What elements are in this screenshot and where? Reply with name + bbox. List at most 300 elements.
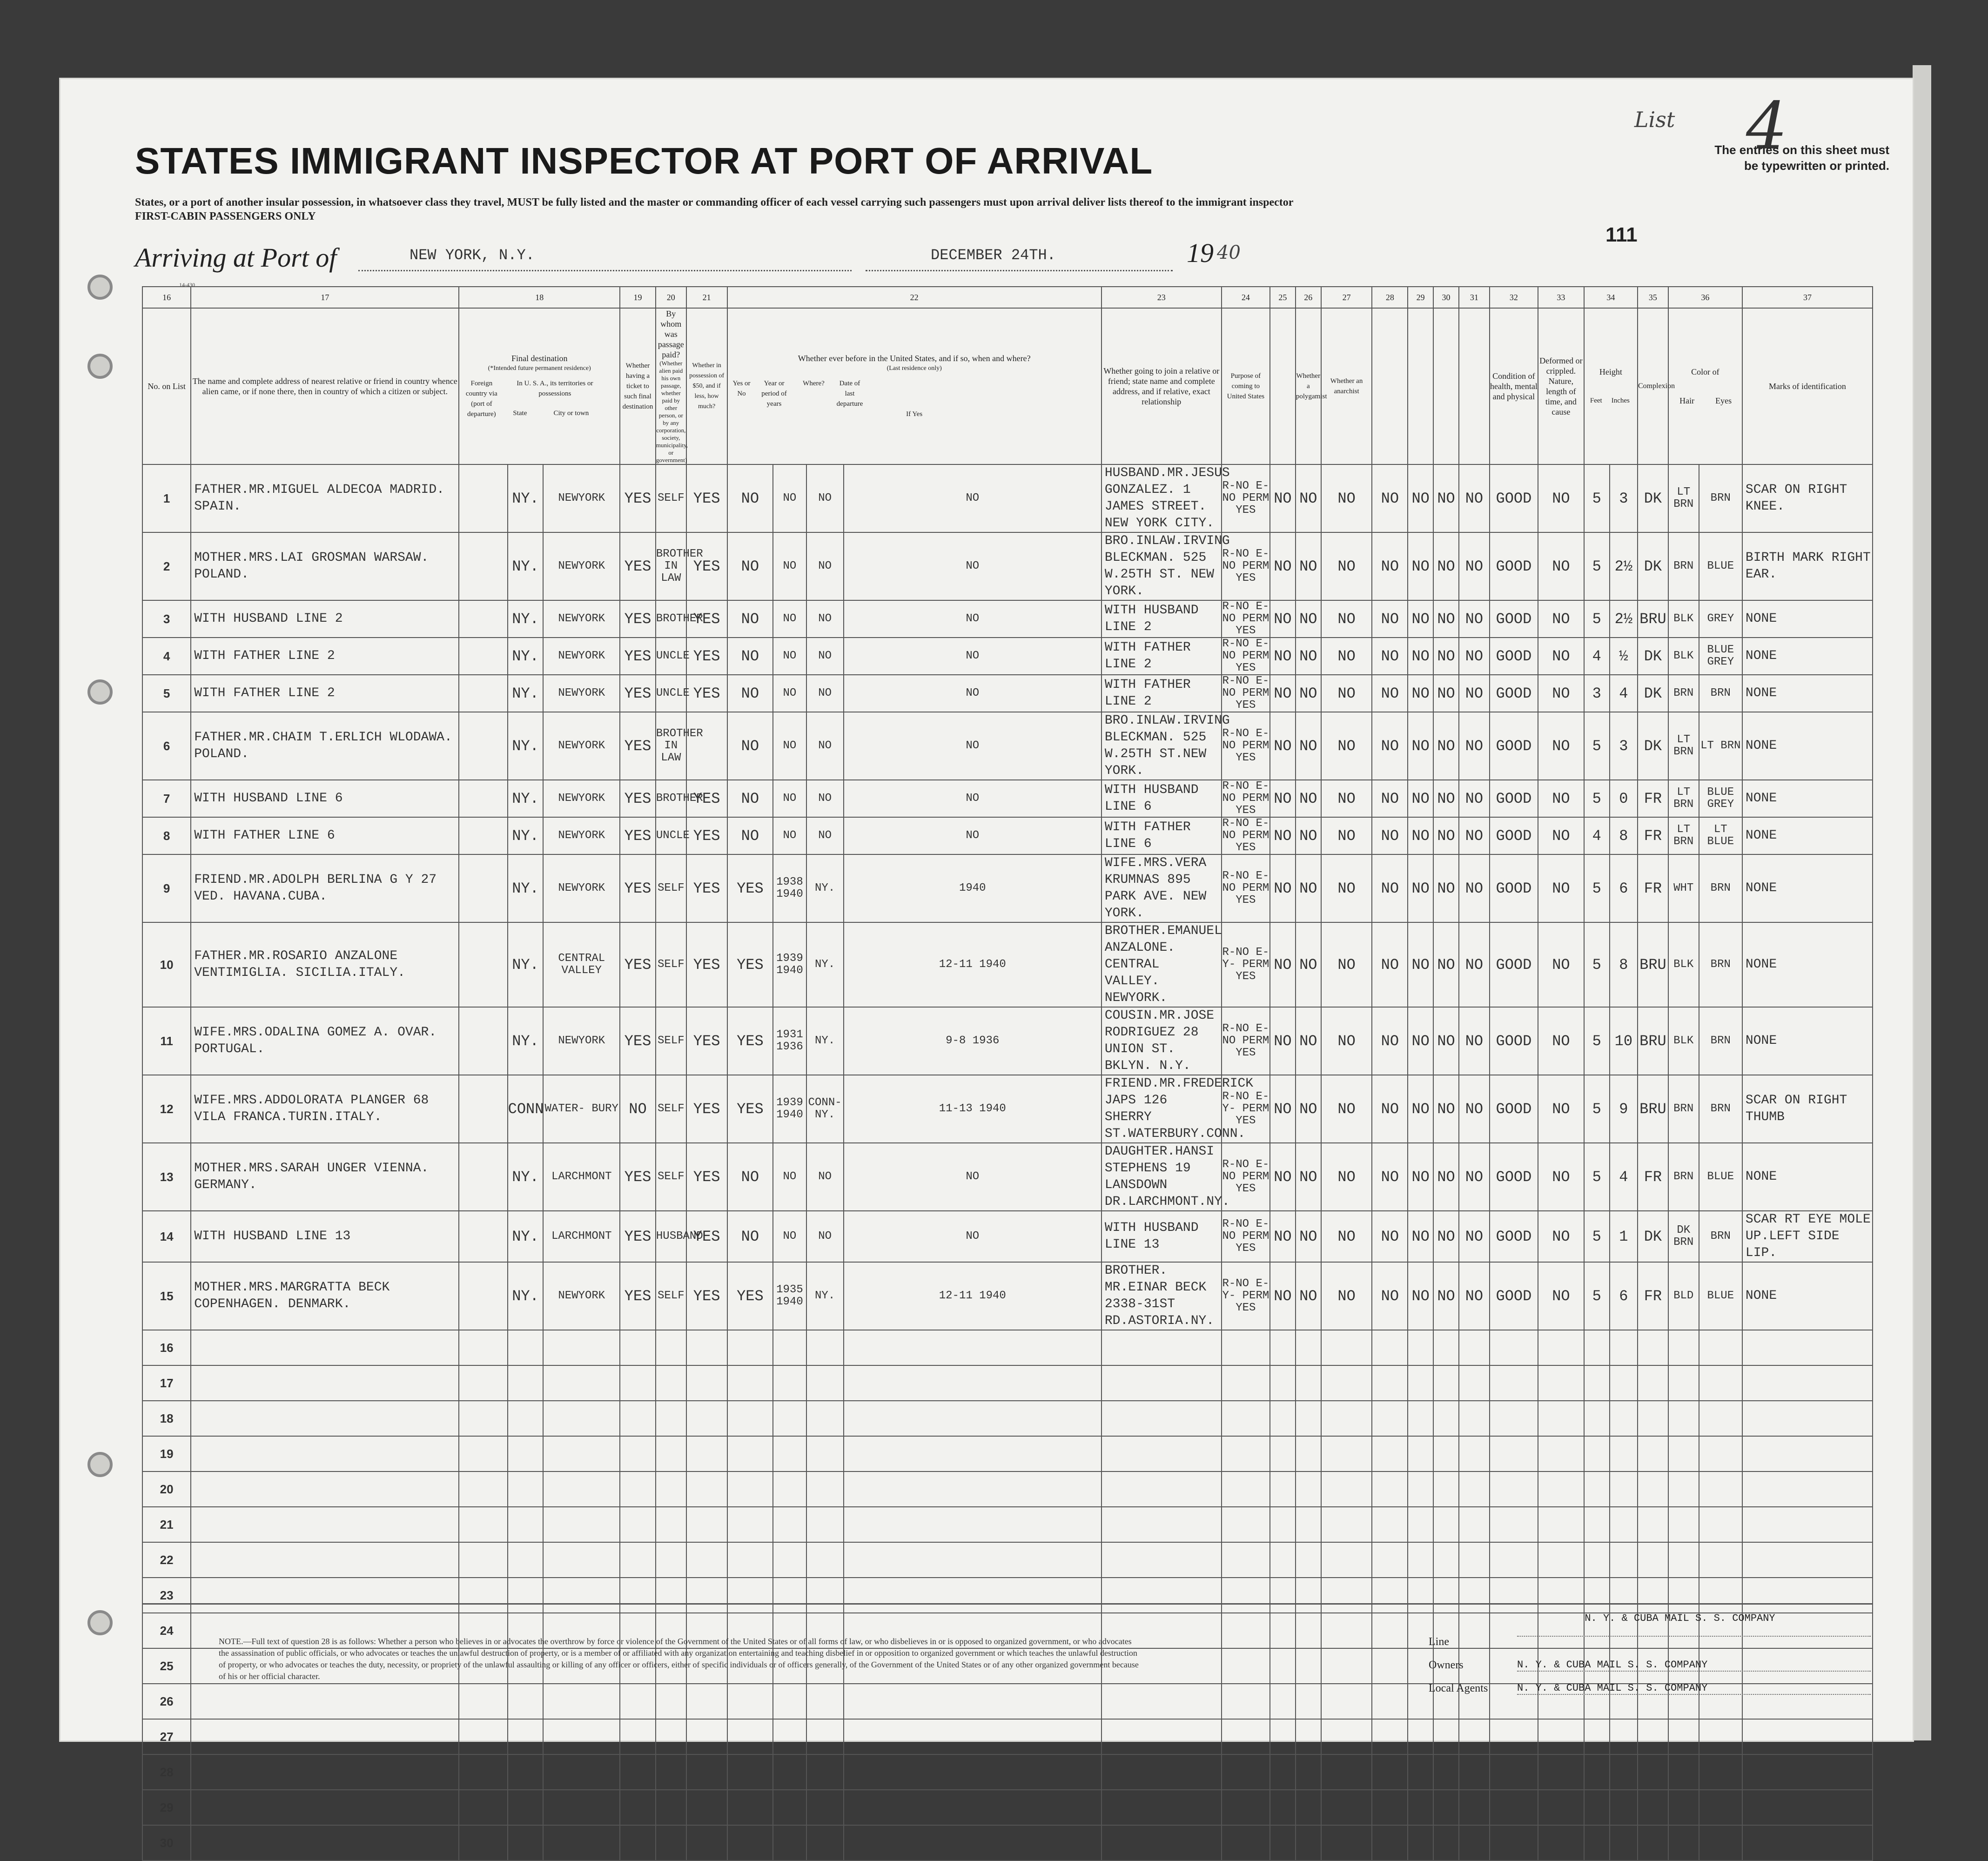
cell-c31: NO [1459,638,1490,675]
empty-cell [1408,1365,1433,1401]
cell-yr: NO [773,712,806,780]
cell-no: 20 [142,1471,191,1507]
cell-cond: GOOD [1490,675,1538,712]
empty-cell [686,1825,727,1861]
col-num: 22 [727,287,1101,308]
cell-money: YES [686,1262,727,1330]
cell-yn: NO [727,675,773,712]
empty-cell [1433,1719,1459,1754]
col-num: 35 [1638,287,1668,308]
cell-tk: YES [620,1262,656,1330]
cell-c27: NO [1321,1211,1372,1262]
cell-c31: NO [1459,600,1490,638]
cell-dt: 11-13 1940 [844,1075,1101,1143]
cell-money: YES [686,854,727,922]
col-date-departure: Date of last departure [836,380,863,408]
cell-rel: MOTHER.MRS.LAI GROSMAN WARSAW. POLAND. [191,532,459,600]
table-row [142,638,1873,675]
col-num: 25 [1270,287,1296,308]
empty-cell [806,1825,844,1861]
empty-cell [1296,1542,1321,1578]
empty-cell [1408,1507,1433,1542]
note-line: be typewritten or printed. [1744,159,1889,173]
col-marks: Marks of identification [1742,308,1873,464]
cell-purp: R-NO E-NO PERM YES [1222,464,1270,532]
cell-no: 1 [142,464,191,532]
cell-rel: FRIEND.MR.ADOLPH BERLINA G Y 27 VED. HAVANA.CUBA. [191,854,459,922]
cell-marks: NONE [1742,922,1873,1007]
cell-yr: NO [773,532,806,600]
empty-cell [1270,1507,1296,1542]
empty-cell [1222,1436,1270,1471]
cell-no: 16 [142,1330,191,1365]
empty-cell [620,1684,656,1719]
cell-rel: WITH FATHER LINE 2 [191,675,459,712]
cell-cond: GOOD [1490,780,1538,817]
cell-c25: NO [1270,854,1296,922]
cell-purp: R-NO E-NO PERM YES [1222,780,1269,817]
cell-city: NEWYORK [543,638,620,675]
cell-hair: BLK [1668,1007,1699,1075]
empty-cell [1372,1471,1408,1507]
cell-marks: NONE [1742,638,1873,675]
cell-eyes: BRN [1699,1075,1742,1143]
empty-cell [844,1684,1101,1719]
cell-ft: 5 [1584,464,1610,532]
cell-ft: 5 [1584,532,1610,600]
cell-dt: 1940 [844,854,1101,922]
empty-cell [1668,1825,1699,1861]
col-num: 19 [620,287,656,308]
cell-def: NO [1538,600,1584,638]
empty-cell [508,1471,544,1507]
empty-cell [1668,1471,1699,1507]
empty-cell [656,1507,686,1542]
cell-cond: GOOD [1490,1075,1538,1143]
empty-cell [1101,1790,1222,1825]
col-num: 20 [656,287,686,308]
col-color [1668,308,1742,464]
cell-yn: NO [727,780,773,817]
cell-c27: NO [1321,712,1372,780]
empty-cell [1638,1578,1668,1613]
cell-ft: 5 [1584,1007,1610,1075]
cell-cond: GOOD [1490,1143,1538,1211]
cell-eyes: BLUE [1699,532,1742,600]
empty-cell [727,1578,773,1613]
empty-cell [656,1542,686,1578]
col-anarchist: Whether an anarchist [1321,308,1372,464]
cell-c28: NO [1372,464,1408,532]
cell-c29: NO [1408,675,1433,712]
empty-cell [543,1719,620,1754]
cell-foreign [459,817,507,854]
cell-hair: BLK [1668,600,1699,638]
empty-cell [1222,1684,1270,1719]
cell-purp: R-NO E-NO PERM YES [1222,1007,1270,1075]
empty-cell [1222,1542,1270,1578]
empty-cell [508,1754,544,1790]
cell-eyes: BLUE GREY [1699,780,1742,817]
cell-paid: UNCLE [656,675,686,712]
empty-cell [686,1471,727,1507]
table-row [142,1211,1873,1262]
empty-cell [1433,1330,1459,1365]
cell-rel: FATHER.MR.ROSARIO ANZALONE VENTIMIGLIA. SICILIA.ITALY. [191,922,459,1007]
cell-c27: NO [1321,1007,1372,1075]
before-us-title: Whether ever before in the United States, and if so, when and where? [798,354,1031,363]
empty-cell [1490,1578,1538,1613]
cell-no: 21 [142,1507,191,1542]
cell-ft: 4 [1584,817,1610,854]
cell-join: BRO.INLAW.IRVING BLECKMAN. 525 W.25TH ST.NEW YORK. [1101,712,1222,780]
empty-cell [844,1401,1101,1436]
cell-eyes: BRN [1699,464,1742,532]
empty-cell [508,1507,544,1542]
cell-def: NO [1538,854,1584,922]
cell-hair: BRN [1668,532,1699,600]
table-row [142,1007,1873,1075]
col-num: 17 [191,287,459,308]
empty-cell [727,1436,773,1471]
empty-cell [1742,1825,1873,1861]
cell-in: 6 [1610,1262,1638,1330]
empty-cell [459,1401,507,1436]
cell-c30: NO [1433,780,1459,817]
empty-cell [1459,1790,1490,1825]
empty-cell [1610,1507,1638,1542]
empty-cell [1296,1825,1321,1861]
empty-cell [656,1754,686,1790]
cell-foreign [459,1075,507,1143]
empty-cell [1584,1471,1610,1507]
cell-paid: SELF [656,464,686,532]
empty-cell [1101,1330,1222,1365]
cell-in: 4 [1610,675,1638,712]
table-row [142,817,1873,854]
empty-cell [191,1754,459,1790]
empty-cell [1296,1790,1321,1825]
empty-cell [1408,1330,1433,1365]
cell-c31: NO [1459,464,1490,532]
cell-join: COUSIN.MR.JOSE RODRIGUEZ 28 UNION ST. BKLYN. N.Y. [1101,1007,1222,1075]
cell-yn: NO [727,638,773,675]
cell-cx: FR [1638,1262,1668,1330]
empty-cell [620,1825,656,1861]
cell-paid: BROTHER IN LAW [656,712,686,780]
empty-cell [620,1578,656,1613]
cell-tk: YES [620,1143,656,1211]
empty-cell [1538,1507,1584,1542]
cell-dt: NO [844,712,1101,780]
cell-no: 4 [142,638,191,675]
cell-yn: NO [727,712,773,780]
empty-cell [1321,1613,1372,1648]
empty-cell [191,1330,459,1365]
empty-cell [191,1507,459,1542]
cell-foreign [459,780,507,817]
cell-c30: NO [1433,1262,1459,1330]
empty-cell [1433,1365,1459,1401]
cell-marks: SCAR ON RIGHT KNEE. [1742,464,1873,532]
cell-dt: NO [844,817,1101,854]
empty-cell [543,1790,620,1825]
empty-cell [1222,1613,1270,1648]
empty-cell [844,1825,1101,1861]
empty-cell [1372,1578,1408,1613]
empty-cell [727,1790,773,1825]
agents-value: N. Y. & CUBA MAIL S. S. COMPANY [1517,1682,1871,1695]
cell-in: 3 [1610,712,1638,780]
cell-c25: NO [1270,1143,1296,1211]
cell-in: 1 [1610,1211,1638,1262]
empty-cell [1321,1754,1372,1790]
empty-cell [1296,1684,1321,1719]
cell-join: WITH FATHER LINE 2 [1101,675,1222,712]
col-num: 27 [1321,287,1372,308]
cell-no: 5 [142,675,191,712]
cell-c29: NO [1408,1143,1433,1211]
agents-label: Local Agents [1429,1682,1488,1694]
cell-cx: DK [1638,532,1668,600]
cell-cx: FR [1638,854,1668,922]
cell-yn: YES [727,1075,773,1143]
empty-cell [1584,1507,1610,1542]
empty-cell [1408,1719,1433,1754]
empty-cell [1610,1401,1638,1436]
cell-eyes: LT BLUE [1699,817,1742,854]
empty-cell [1101,1754,1222,1790]
empty-cell [620,1790,656,1825]
cell-city: NEWYORK [543,675,620,712]
cell-no: 19 [142,1436,191,1471]
cell-in: 9 [1610,1075,1638,1143]
cell-c28: NO [1372,922,1408,1007]
empty-cell [844,1790,1101,1825]
empty-cell [686,1401,727,1436]
empty-cell [773,1684,806,1719]
empty-cell [459,1790,507,1825]
form-number: 14-430 [179,282,195,288]
empty-cell [1270,1613,1296,1648]
empty-cell [1699,1507,1742,1542]
empty-cell [1433,1790,1459,1825]
empty-cell [620,1471,656,1507]
cell-wh: NY. [806,1262,844,1330]
empty-cell [1538,1365,1584,1401]
empty-cell [1610,1330,1638,1365]
cell-c27: NO [1321,532,1372,600]
empty-cell [1584,1790,1610,1825]
cell-city: WATER- BURY [543,1075,620,1143]
col-num: 33 [1538,287,1584,308]
cell-purp: R-NO E-NO PERM YES [1222,675,1269,712]
cell-yn: NO [727,1143,773,1211]
cell-wh: NO [806,675,844,712]
empty-cell [686,1365,727,1401]
empty-cell [1321,1471,1372,1507]
cell-money: YES [686,1007,727,1075]
cell-c29: NO [1408,1007,1433,1075]
cell-marks: NONE [1742,600,1873,638]
cell-c25: NO [1270,1262,1296,1330]
cell-marks: NONE [1742,1143,1873,1211]
empty-cell [773,1471,806,1507]
empty-cell [773,1578,806,1613]
cell-money: YES [686,780,727,817]
empty-cell [1459,1754,1490,1790]
cell-st: NY. [508,638,544,675]
empty-cell [1408,1401,1433,1436]
empty-cell [773,1507,806,1542]
col-usa: In U. S. A., its territories or possessions [517,380,593,397]
bottom-rule [142,1603,1873,1605]
empty-cell [1222,1401,1270,1436]
table-row [142,1719,1873,1754]
empty-cell [459,1825,507,1861]
cell-yn: NO [727,1211,773,1262]
empty-cell [773,1825,806,1861]
cell-eyes: BRN [1699,854,1742,922]
empty-cell [1742,1365,1873,1401]
cell-st: NY. [508,600,544,638]
year-prefix: 19 [1187,238,1214,268]
col-ticket: Whether having a ticket to such final destination [620,308,656,464]
col-where: Where? [803,380,825,387]
empty-cell [1459,1578,1490,1613]
cell-tk: YES [620,817,656,854]
empty-cell [1321,1719,1372,1754]
cell-c30: NO [1433,922,1459,1007]
cell-c30: NO [1433,638,1459,675]
table-row [142,1401,1873,1436]
cell-c26: NO [1296,638,1321,675]
cell-ft: 5 [1584,780,1610,817]
cell-c31: NO [1459,1211,1490,1262]
col-num: 36 [1668,287,1742,308]
cell-c31: NO [1459,1007,1490,1075]
cell-c26: NO [1296,1075,1321,1143]
empty-cell [1584,1825,1610,1861]
empty-cell [1433,1471,1459,1507]
empty-cell [543,1684,620,1719]
empty-cell [1538,1542,1584,1578]
cell-yr: NO [773,1143,806,1211]
empty-cell [1321,1401,1372,1436]
cell-c27: NO [1321,1075,1372,1143]
empty-cell [656,1436,686,1471]
empty-cell [1372,1401,1408,1436]
empty-cell [1638,1719,1668,1754]
cell-yr: NO [773,1211,806,1262]
cell-money: YES [686,532,727,600]
empty-cell [844,1471,1101,1507]
cell-dt: 12-11 1940 [844,1262,1101,1330]
cell-c31: NO [1459,675,1490,712]
cell-yr: 1939 1940 [773,922,806,1007]
cell-ft: 5 [1584,1143,1610,1211]
empty-cell [1270,1719,1296,1754]
cell-hair: DK BRN [1668,1211,1699,1262]
cell-rel: WITH HUSBAND LINE 6 [191,780,459,817]
empty-cell [727,1754,773,1790]
cell-money: YES [686,464,727,532]
cell-def: NO [1538,922,1584,1007]
cell-c30: NO [1433,1075,1459,1143]
empty-cell [1584,1578,1610,1613]
table-row [142,1330,1873,1365]
empty-cell [191,1436,459,1471]
table-row [142,1754,1873,1790]
empty-cell [1610,1578,1638,1613]
page-edge [1913,65,1931,1740]
col-num: 29 [1408,287,1433,308]
empty-cell [543,1542,620,1578]
empty-cell [1610,1790,1638,1825]
cell-city: NEWYORK [543,1262,620,1330]
cell-foreign [459,532,507,600]
empty-cell [620,1719,656,1754]
cell-join: WITH HUSBAND LINE 13 [1101,1211,1222,1262]
empty-cell [1490,1790,1538,1825]
owners-value: N. Y. & CUBA MAIL S. S. COMPANY [1517,1659,1871,1672]
empty-cell [656,1790,686,1825]
empty-cell [727,1365,773,1401]
empty-cell [727,1471,773,1507]
empty-cell [1101,1825,1222,1861]
cell-def: NO [1538,1211,1584,1262]
col-eyes: Eyes [1715,396,1732,405]
col-before-us [727,308,1101,464]
col-joining: Whether going to join a relative or friend; state name and complete address, and if relative, exact relationship [1101,308,1222,464]
empty-cell [1372,1825,1408,1861]
empty-cell [191,1790,459,1825]
cell-join: WITH FATHER LINE 6 [1101,817,1222,854]
empty-cell [1699,1542,1742,1578]
cell-no: 29 [142,1790,191,1825]
empty-cell [727,1825,773,1861]
cell-hair: LT BRN [1668,817,1699,854]
empty-cell [686,1330,727,1365]
cell-dt: NO [844,638,1101,675]
col-25 [1270,308,1296,464]
col-num: 34 [1584,287,1638,308]
empty-cell [1610,1436,1638,1471]
cell-c27: NO [1321,922,1372,1007]
table-row [142,1790,1873,1825]
empty-cell [1668,1578,1699,1613]
cell-yn: YES [727,854,773,922]
empty-cell [1321,1542,1372,1578]
cell-c26: NO [1296,922,1321,1007]
empty-cell [1372,1542,1408,1578]
cell-marks: NONE [1742,817,1873,854]
cell-in: 2½ [1610,532,1638,600]
empty-cell [543,1825,620,1861]
empty-cell [1610,1471,1638,1507]
cell-tk: YES [620,922,656,1007]
page-title: STATES IMMIGRANT INSPECTOR AT PORT OF ARRIVAL [135,140,1153,181]
col-money: Whether in possession of $50, and if less, how much? [686,308,727,464]
empty-cell [806,1507,844,1542]
empty-cell [1699,1401,1742,1436]
cell-paid: SELF [656,1007,686,1075]
cell-st: NY. [508,780,544,817]
cell-dt: NO [844,780,1101,817]
col-29 [1408,308,1433,464]
cell-c30: NO [1433,1143,1459,1211]
if-yes-label: If Yes [906,410,923,418]
